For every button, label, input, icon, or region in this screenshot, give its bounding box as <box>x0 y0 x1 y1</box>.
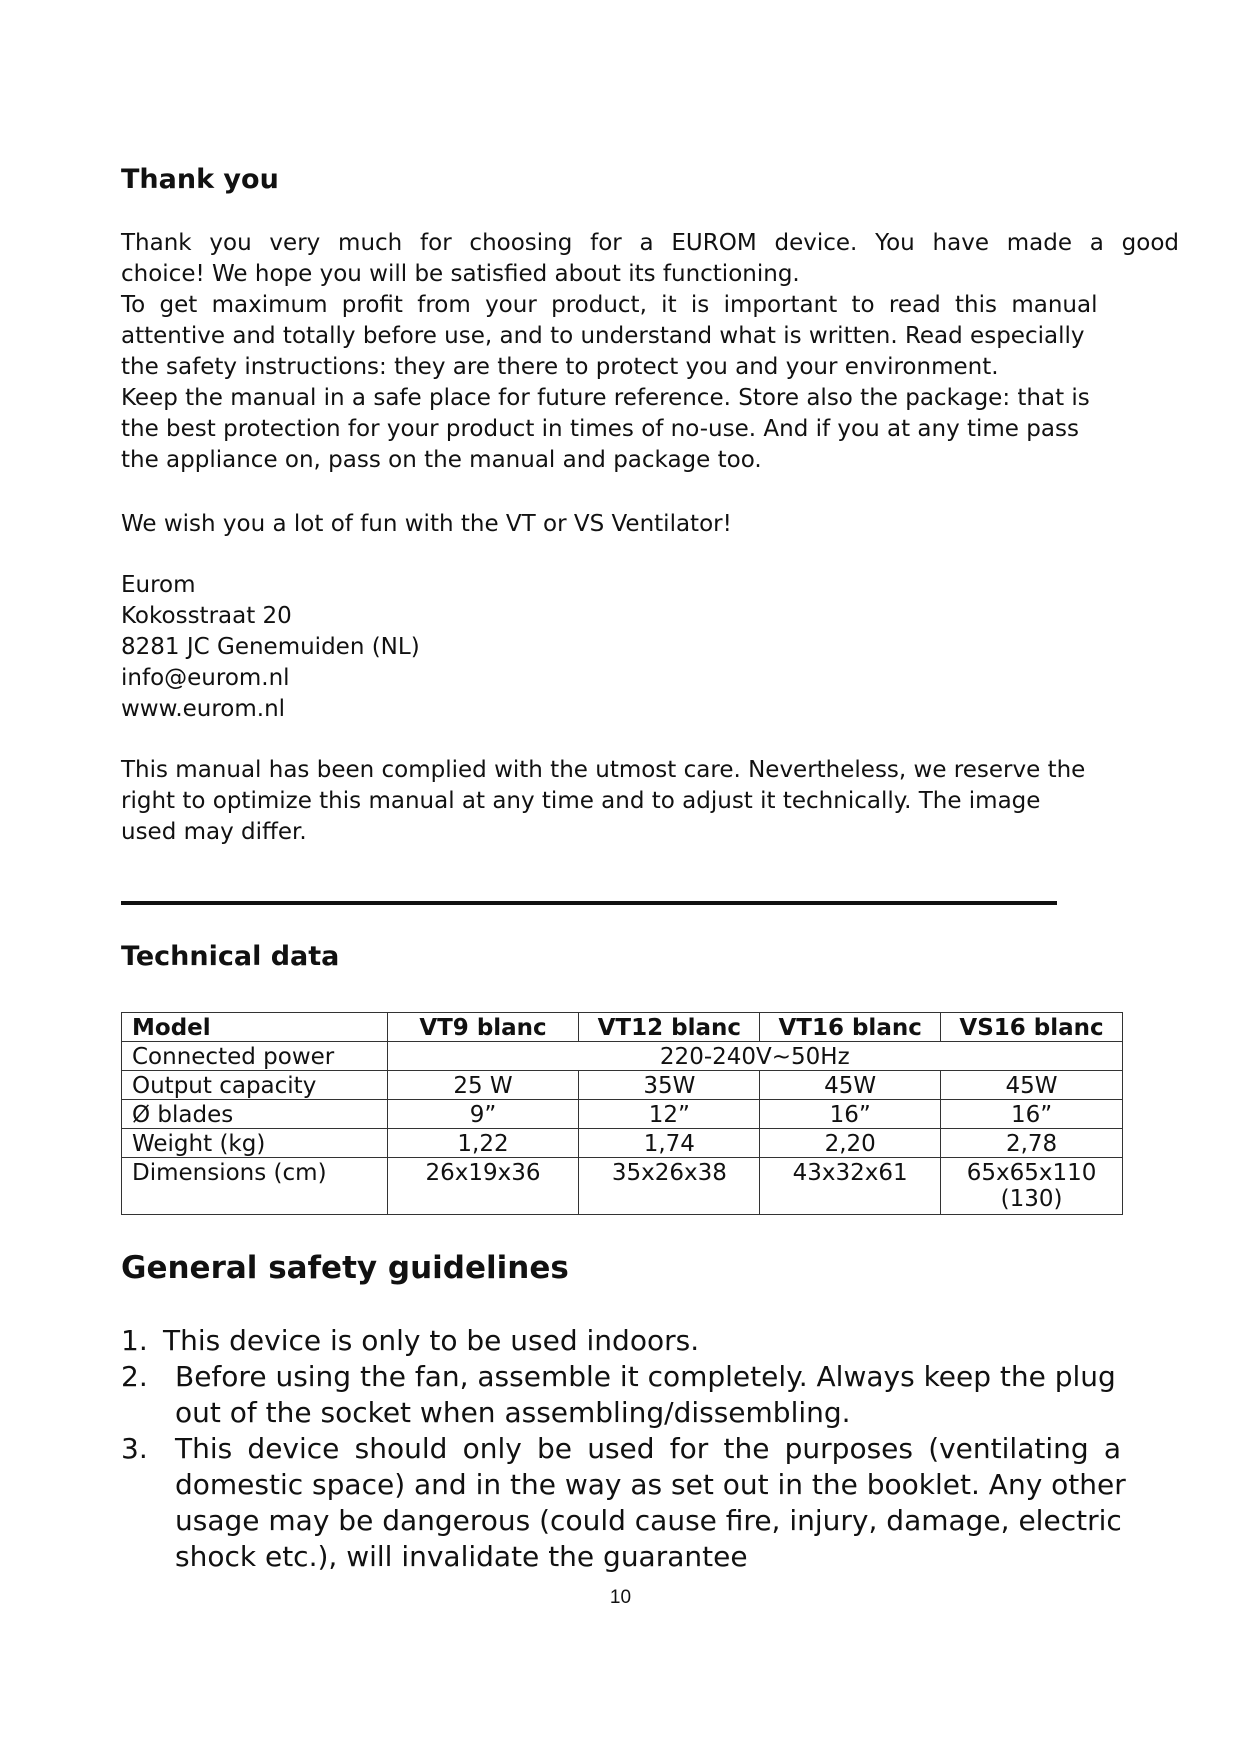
list-item <box>121 1431 1126 1575</box>
table-row <box>122 1042 1123 1071</box>
intro-paragraph <box>121 228 1179 476</box>
list-line: Before using the fan, assemble it completely. Always keep the plug <box>175 1360 1116 1393</box>
connected-power-value: 220-240V~50Hz <box>387 1042 1122 1071</box>
table-row <box>122 1071 1123 1100</box>
table-row <box>122 1158 1123 1215</box>
table-cell: 35W <box>579 1071 760 1100</box>
list-line: domestic space) and in the way as set out in the booklet. Any other <box>175 1468 1126 1501</box>
technical-data-heading: Technical data <box>121 941 340 972</box>
intro-line: Thank you very much for choosing for a EUROM device. You have made a good <box>121 230 1179 256</box>
disclaimer-line: This manual has been complied with the utmost care. Nevertheless, we reserve the <box>121 757 1086 783</box>
intro-line: the safety instructions: they are there to protect you and your environment. <box>121 354 999 380</box>
intro-line: To get maximum profit from your product, it is important to read this manual <box>121 292 1098 318</box>
disclaimer-line: right to optimize this manual at any time and to adjust it technically. The image <box>121 788 1041 814</box>
email-address: info@eurom.nl <box>121 665 290 691</box>
dimensions-vs16-extra: (130) <box>1000 1186 1063 1212</box>
technical-data-table <box>121 1012 1123 1215</box>
table-cell: 2,78 <box>941 1129 1123 1158</box>
row-label: Weight (kg) <box>122 1129 388 1158</box>
list-text <box>175 1359 1121 1431</box>
table-cell: 1,22 <box>387 1129 579 1158</box>
row-label: Ø blades <box>122 1100 388 1129</box>
list-number: 3. <box>121 1432 148 1465</box>
table-cell: 35x26x38 <box>579 1158 760 1215</box>
table-row <box>122 1100 1123 1129</box>
header-vt16: VT16 blanc <box>760 1013 941 1042</box>
table-cell: 2,20 <box>760 1129 941 1158</box>
safety-list <box>121 1323 1126 1575</box>
table-cell: 43x32x61 <box>760 1158 941 1215</box>
table-cell <box>941 1158 1123 1215</box>
table-row <box>122 1129 1123 1158</box>
list-line: usage may be dangerous (could cause fire, injury, damage, electric <box>175 1504 1122 1537</box>
table-cell: 26x19x36 <box>387 1158 579 1215</box>
row-label: Connected power <box>122 1042 388 1071</box>
list-line: out of the socket when assembling/dissembling. <box>175 1396 851 1429</box>
list-text <box>163 1323 1121 1359</box>
intro-line: the best protection for your product in times of no-use. And if you at any time pass <box>121 416 1079 442</box>
street-address: Kokosstraat 20 <box>121 603 292 629</box>
list-number: 2. <box>121 1360 148 1393</box>
intro-line: Keep the manual in a safe place for future reference. Store also the package: that is <box>121 385 1090 411</box>
company-name: Eurom <box>121 572 196 598</box>
header-model: Model <box>122 1013 388 1042</box>
intro-line: attentive and totally before use, and to understand what is written. Read especially <box>121 323 1085 349</box>
list-item <box>121 1323 1121 1359</box>
row-label: Output capacity <box>122 1071 388 1100</box>
table-cell: 12” <box>579 1100 760 1129</box>
page-number: 10 <box>609 1587 632 1608</box>
table-cell: 16” <box>941 1100 1123 1129</box>
city-address: 8281 JC Genemuiden (NL) <box>121 634 420 660</box>
section-divider <box>121 901 1057 905</box>
list-text <box>175 1431 1126 1575</box>
list-line: This device is only to be used indoors. <box>163 1324 700 1357</box>
dimensions-vs16: 65x65x110 <box>966 1160 1097 1186</box>
disclaimer-line: used may differ. <box>121 819 307 845</box>
table-cell: 16” <box>760 1100 941 1129</box>
thank-you-heading: Thank you <box>121 164 279 195</box>
company-address <box>121 570 420 725</box>
wish-line: We wish you a lot of fun with the VT or VS Ventilator! <box>121 511 732 537</box>
table-cell: 45W <box>941 1071 1123 1100</box>
website-address: www.eurom.nl <box>121 696 286 722</box>
intro-line: the appliance on, pass on the manual and package too. <box>121 447 762 473</box>
table-cell: 25 W <box>387 1071 579 1100</box>
header-vt9: VT9 blanc <box>387 1013 579 1042</box>
table-header-row <box>122 1013 1123 1042</box>
header-vs16: VS16 blanc <box>941 1013 1123 1042</box>
list-line: This device should only be used for the purposes (ventilating a <box>175 1432 1121 1465</box>
list-number: 1. <box>121 1324 148 1357</box>
header-vt12: VT12 blanc <box>579 1013 760 1042</box>
table-cell: 9” <box>387 1100 579 1129</box>
table-cell: 1,74 <box>579 1129 760 1158</box>
intro-line: choice! We hope you will be satisfied about its functioning. <box>121 261 800 287</box>
table-cell: 45W <box>760 1071 941 1100</box>
safety-heading: General safety guidelines <box>121 1250 569 1286</box>
list-line: shock etc.), will invalidate the guarantee <box>175 1540 748 1573</box>
disclaimer-paragraph <box>121 755 1085 848</box>
list-item <box>121 1359 1121 1431</box>
row-label: Dimensions (cm) <box>122 1158 388 1215</box>
